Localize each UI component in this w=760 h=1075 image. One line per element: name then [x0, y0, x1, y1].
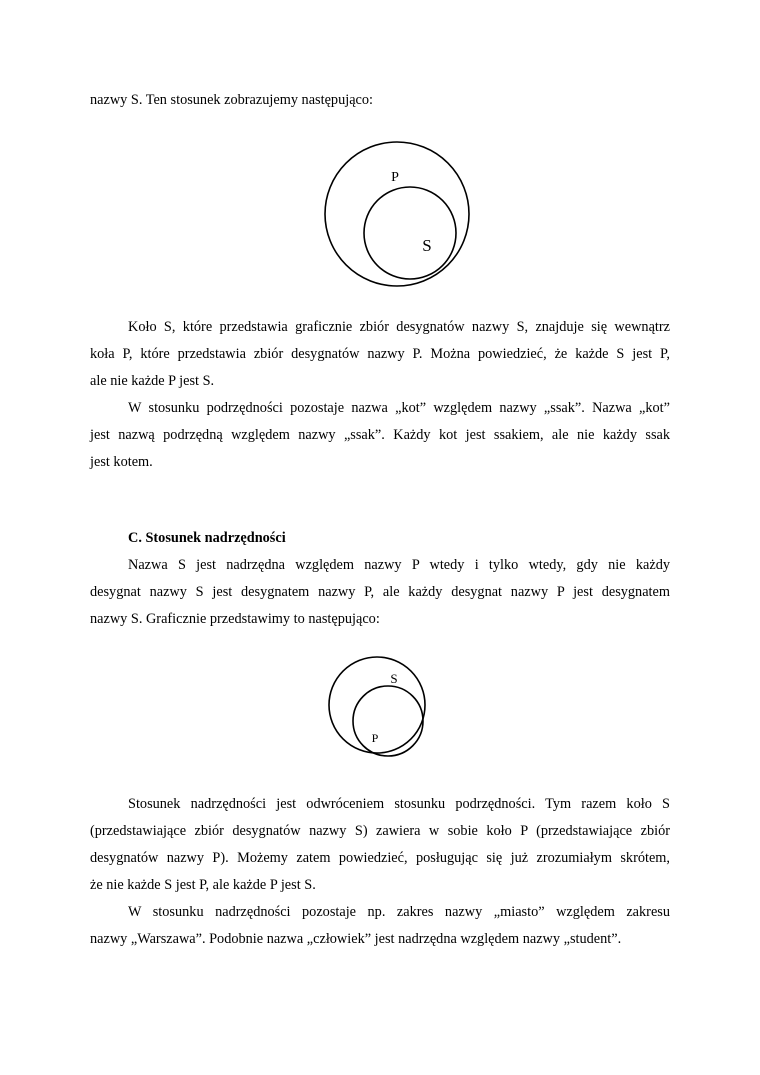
outer-circle-label: P: [391, 170, 399, 185]
inner-circle-label: P: [371, 731, 379, 745]
inner-circle-s: [364, 187, 456, 279]
paragraph-line: Koło S, które przedstawia graficznie zbiór desygnatów nazwy S, znajduje się wewnątrz: [128, 319, 670, 335]
paragraph-line: nazwy „Warszawa”. Podobnie nazwa „człowiek” jest nadrzędna względem nazwy „student”.: [90, 931, 622, 947]
outer-circle-label: S: [390, 671, 398, 686]
paragraph-line: desygnat nazwy S jest desygnatem nazwy P, ale każdy desygnat nazwy P jest desygnatem: [90, 584, 670, 600]
paragraph-line: ale nie każde P jest S.: [90, 373, 215, 389]
paragraph-line: W stosunku nadrzędności pozostaje np. zakres nazwy „miasto” względem zakresu: [128, 904, 670, 920]
paragraph-line: jest kotem.: [90, 454, 153, 470]
paragraph-line: jest nazwą podrzędną względem nazwy „ssak”. Każdy kot jest ssakiem, ale nie każdy ssak: [90, 427, 670, 443]
paragraph-line: Nazwa S jest nadrzędna względem nazwy P wtedy i tylko wtedy, gdy nie każdy: [128, 557, 670, 573]
paragraph-line: nazwy S. Graficznie przedstawimy to następująco:: [90, 611, 380, 627]
outer-circle-p: [325, 142, 469, 286]
paragraph-line: (przedstawiające zbiór desygnatów nazwy S) zawiera w sobie koło P (przedstawiające zbiór: [90, 823, 670, 839]
inner-circle-p: [353, 686, 423, 756]
paragraph-line: W stosunku podrzędności pozostaje nazwa „kot” względem nazwy „ssak”. Nazwa „kot”: [128, 400, 670, 416]
paragraph-line: desygnatów nazwy P). Możemy zatem powiedzieć, posługując się już zrozumiałym skrótem,: [90, 850, 670, 866]
intro-line: nazwy S. Ten stosunek zobrazujemy następująco:: [90, 92, 374, 108]
paragraph-line: że nie każde S jest P, ale każde P jest S.: [90, 877, 316, 893]
section-heading: C. Stosunek nadrzędności: [128, 530, 286, 546]
paragraph-line: Stosunek nadrzędności jest odwróceniem stosunku podrzędności. Tym razem koło S: [128, 796, 670, 812]
paragraph-line: koła P, które przedstawia zbiór desygnatów nazwy P. Można powiedzieć, że każde S jest P,: [90, 346, 670, 362]
inner-circle-label: S: [422, 236, 432, 255]
